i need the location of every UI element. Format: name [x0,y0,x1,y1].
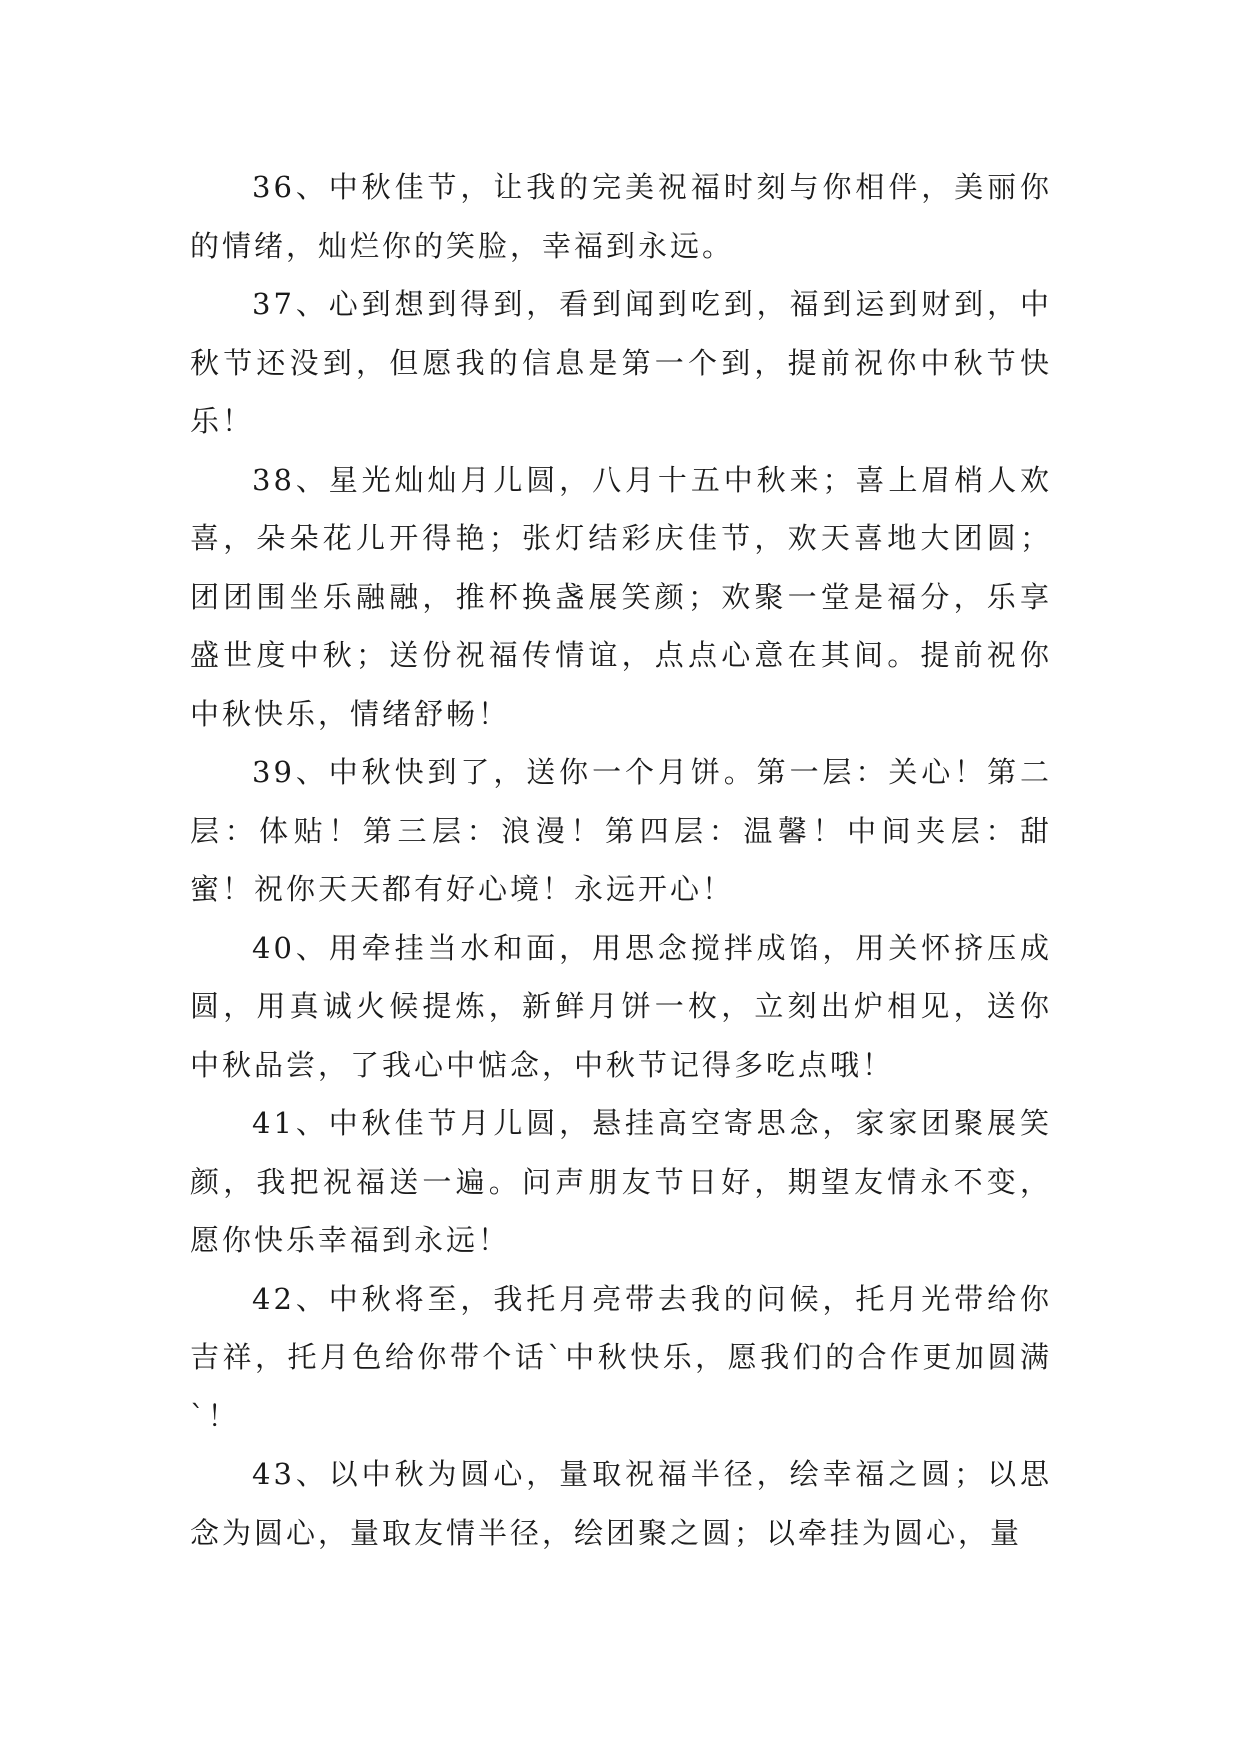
paragraph-39: 39、中秋快到了，送你一个月饼。第一层：关心！第二层：体贴！第三层：浪漫！第四层：温馨！中间夹层：甜蜜！祝你天天都有好心境！永远开心！ [190,755,1052,906]
paragraph-42: 42、中秋将至，我托月亮带去我的问候，托月光带给你吉祥，托月色给你带个话`中秋快乐，愿我们的合作更加圆满`！ [190,1281,1052,1433]
paragraph-37: 37、心到想到得到，看到闻到吃到，福到运到财到，中秋节还没到，但愿我的信息是第一个到，提前祝你中秋节快乐！ [190,287,1052,438]
paragraph-40: 40、用牵挂当水和面，用思念搅拌成馅，用关怀挤压成圆，用真诚火候提炼，新鲜月饼一枚，立刻出炉相见，送你中秋品尝，了我心中惦念，中秋节记得多吃点哦！ [190,930,1052,1082]
paragraph-41: 41、中秋佳节月儿圆，悬挂高空寄思念，家家团聚展笑颜，我把祝福送一遍。问声朋友节日好，期望友情永不变，愿你快乐幸福到永远！ [190,1106,1052,1257]
paragraph-36: 36、中秋佳节，让我的完美祝福时刻与你相伴，美丽你的情绪，灿烂你的笑脸，幸福到永远。 [190,170,1052,263]
document-body [190,158,1052,1562]
paragraph-43: 43、以中秋为圆心，量取祝福半径，绘幸福之圆；以思念为圆心，量取友情半径，绘团聚之圆；以牵挂为圆心，量 [190,1457,1052,1550]
paragraph-38: 38、星光灿灿月儿圆，八月十五中秋来；喜上眉梢人欢喜，朵朵花儿开得艳；张灯结彩庆佳节，欢天喜地大团圆；团团围坐乐融融，推杯换盏展笑颜；欢聚一堂是福分，乐享盛世度中秋；送份祝福传情谊，点点心意在其间。提前祝你中秋快乐，情绪舒畅！ [190,462,1052,731]
